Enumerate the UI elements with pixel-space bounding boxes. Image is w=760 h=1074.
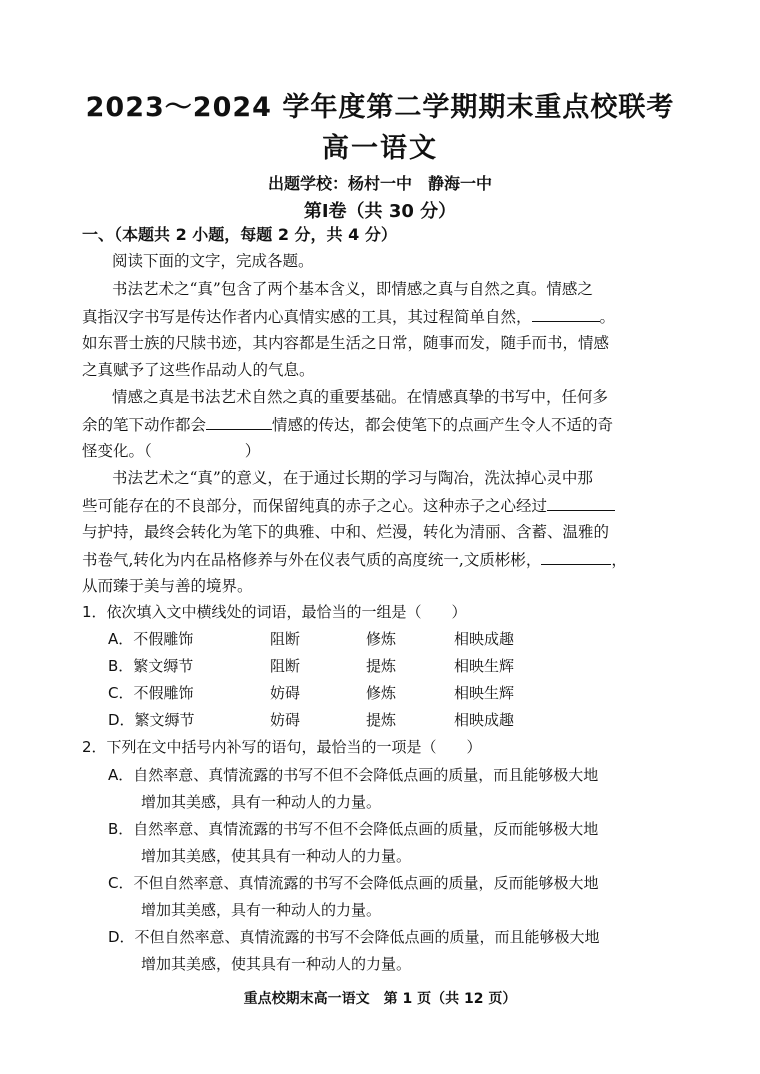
fill-blank-2 [206,413,272,430]
option-label: C．不假雕饰 [108,684,194,702]
option-word: 提炼 [366,711,397,729]
passage-text: 些可能存在的不良部分，而保留纯真的赤子之心。这种赤子之心经过 [82,497,548,515]
passage-line: 与护持，最终会转化为笔下的典雅、中和、烂漫，转化为清丽、含蓄、温雅的 [82,523,610,541]
passage-line [82,548,627,571]
q2-option-c-line2: 增加其美感，具有一种动人的力量。 [141,901,382,919]
question-2-stem: 2．下列在文中括号内补写的语句，最恰当的一项是（ ） [82,738,482,756]
option-label: D．繁文缛节 [108,711,195,729]
option-word: 妨碍 [270,711,301,729]
option-word: 阻断 [270,657,301,675]
passage-line: 如东晋士族的尺牍书迹，其内容都是生活之日常，随事而发，随手而书，情感 [82,334,610,352]
passage-line [82,413,613,436]
passage-line: 情感之真是书法艺术自然之真的重要基础。在情感真挚的书写中，任何多 [112,388,609,406]
passage-text: 真指汉字书写是传达作者内心真情实感的工具，其过程简单自然， [82,308,532,326]
passage-line: 书法艺术之“真”包含了两个基本含义，即情感之真与自然之真。情感之 [112,280,593,298]
question-1-stem: 1．依次填入文中横线处的词语，最恰当的一组是（ ） [82,603,467,621]
fill-blank-1 [532,305,600,322]
passage-text: 书卷气,转化为内在品格修养与外在仪表气质的高度统一,文质彬彬， [82,551,542,569]
option-word: 修炼 [366,684,397,702]
option-word: 阻断 [270,630,301,648]
passage-line: 书法艺术之“真”的意义，在于通过长期的学习与陶冶，洗汰掉心灵中那 [112,469,593,487]
passage-line [82,494,615,517]
passage-line: 从而臻于美与善的境界。 [82,577,253,595]
passage-text: 情感的传达，都会使笔下的点画产生令人不适的奇 [272,416,614,434]
exam-title: 2023～2024 学年度第二学期期末重点校联考 [85,92,675,123]
passage-line [82,305,615,328]
passage-line: 怪变化。（ ） [82,442,261,460]
passage-text: ， [611,551,627,569]
fill-blank-3 [547,494,615,511]
q2-option-b-line1: B．自然率意、真情流露的书写不但不会降低点画的质量，反而能够极大地 [108,820,599,838]
schools-line: 出题学校：杨村一中 静海一中 [267,174,492,193]
option-label: A．不假雕饰 [108,630,194,648]
q2-option-d-line1: D．不但自然率意、真情流露的书写不会降低点画的质量，而且能够极大地 [108,928,600,946]
option-word: 提炼 [366,657,397,675]
option-label: B．繁文缛节 [108,657,194,675]
q2-option-a-line1: A．自然率意、真情流露的书写不但不会降低点画的质量，而且能够极大地 [108,766,599,784]
passage-line: 之真赋予了这些作品动人的气息。 [82,361,315,379]
section-heading: 一、（本题共 2 小题，每题 2 分，共 4 分） [82,225,397,244]
fill-blank-4 [541,548,611,565]
q2-option-c-line1: C．不但自然率意、真情流露的书写不会降低点画的质量，反而能够极大地 [108,874,599,892]
passage-text: 。 [599,308,616,326]
q2-option-a-line2: 增加其美感，具有一种动人的力量。 [141,793,382,811]
passage-text: 余的笔下动作都会 [82,416,207,434]
q2-option-b-line2: 增加其美感，使其具有一种动人的力量。 [141,847,412,865]
option-word: 妨碍 [270,684,301,702]
option-word: 相映生辉 [454,657,515,675]
option-word: 修炼 [366,630,397,648]
option-word: 相映生辉 [454,684,515,702]
option-word: 相映成趣 [454,630,515,648]
part-heading: 第Ⅰ卷（共 30 分） [303,201,457,222]
q2-option-d-line2: 增加其美感，使其具有一种动人的力量。 [141,955,412,973]
page-footer: 重点校期末高一语文 第 1 页（共 12 页） [243,991,517,1007]
subject-title: 高一语文 [322,133,438,164]
option-word: 相映成趣 [454,711,515,729]
reading-instruction: 阅读下面的文字，完成各题。 [112,252,314,270]
